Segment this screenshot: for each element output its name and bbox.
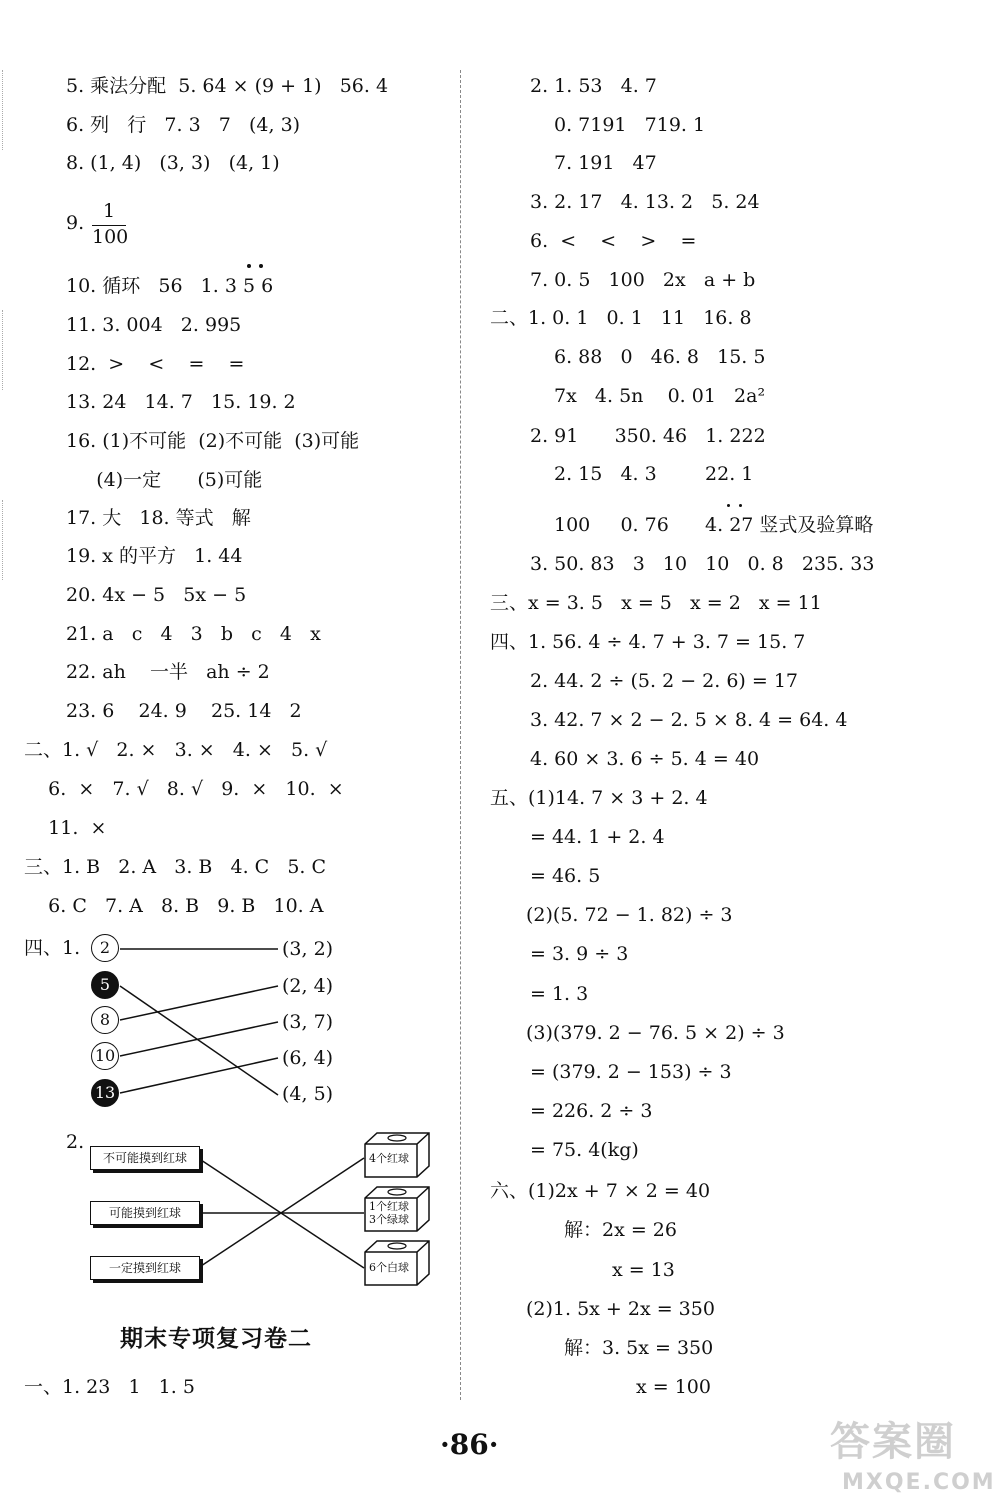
circle-number: 2 [91, 934, 119, 962]
answer-line: = 226. 2 ÷ 3 [530, 1100, 653, 1122]
answer-line: x = 13 [612, 1259, 675, 1281]
coordinate-pair: (6, 4) [282, 1047, 334, 1069]
answer-line: (2)(5. 72 − 1. 82) ÷ 3 [526, 904, 733, 926]
answer-line: 4. 60 × 3. 6 ÷ 5. 4 = 40 [530, 748, 760, 770]
answer-line: 3. 42. 7 × 2 − 2. 5 × 8. 4 = 64. 4 [530, 709, 848, 731]
circle-number: 8 [91, 1006, 119, 1034]
answer-line: 21. a c 4 3 b c 4 x [66, 623, 321, 645]
answer-line: 二、1. 0. 1 0. 1 11 16. 8 [490, 307, 752, 329]
connector-line [120, 1022, 278, 1056]
answer-line: 5. 乘法分配 5. 64 × (9 + 1) 56. 4 [66, 75, 389, 97]
answer-line: 20. 4x − 5 5x − 5 [66, 584, 247, 606]
watermark-url: MXQE.COM [842, 1470, 996, 1495]
answer-line: = 75. 4(kg) [530, 1139, 639, 1161]
connector-line [120, 1058, 278, 1093]
coordinate-pair: (3, 7) [282, 1011, 334, 1033]
box-label: 6个白球 [369, 1261, 409, 1274]
answer-line: 7. 0. 5 100 2x a + b [530, 269, 756, 291]
answer-line: 2. 15 4. 3 22. 1 [554, 463, 754, 485]
answer-line: 0. 7191 719. 1 [554, 114, 706, 136]
ball-box [364, 1240, 430, 1286]
answer-line: 6. C 7. A 8. B 9. B 10. A [24, 895, 324, 917]
label-box: 一定摸到红球 [90, 1256, 200, 1280]
box-label: 1个红球 [369, 1200, 409, 1213]
repeat-dot [727, 504, 730, 507]
answer-line: 2. [66, 1131, 85, 1153]
box-label: 3个绿球 [369, 1213, 409, 1226]
answer-line: 3. 2. 17 4. 13. 2 5. 24 [530, 191, 760, 213]
section-title: 期末专项复习卷二 [120, 1326, 312, 1352]
answer-line: (2)1. 5x + 2x = 350 [526, 1298, 715, 1320]
answer-line: 一、1. 23 1 1. 5 [24, 1376, 195, 1398]
page-number: ·86· [440, 1428, 499, 1461]
circle-number: 5 [91, 971, 119, 999]
answer-line: 6. 88 0 46. 8 15. 5 [554, 346, 766, 368]
answer-line: = 1. 3 [530, 983, 589, 1005]
answer-line: x = 100 [636, 1376, 711, 1398]
answer-line: 6. 列 行 7. 3 7 (4, 3) [66, 114, 301, 136]
answer-line: 三、1. B 2. A 3. B 4. C 5. C [24, 856, 327, 878]
answer-line: 解：3. 5x = 350 [564, 1337, 714, 1359]
answer-line: 19. x 的平方 1. 44 [66, 545, 243, 567]
coordinate-pair: (3, 2) [282, 938, 334, 960]
answer-line: 2. 1. 53 4. 7 [530, 75, 657, 97]
label-box: 不可能摸到红球 [90, 1146, 200, 1170]
q9-label: 9. [66, 212, 85, 234]
answer-line: 17. 大 18. 等式 解 [66, 507, 251, 529]
coordinate-pair: (2, 4) [282, 975, 334, 997]
fraction-denominator: 100 [92, 226, 129, 248]
answer-line: 11. × [24, 817, 107, 839]
watermark-logo: 答案圈 [830, 1419, 956, 1465]
label-box: 可能摸到红球 [90, 1201, 200, 1225]
ball-box [364, 1186, 430, 1232]
answer-line: 四、1. 56. 4 ÷ 4. 7 + 3. 7 = 15. 7 [490, 631, 806, 653]
answer-line: 10. 循环 56 1. 3 5 6 [66, 275, 274, 297]
answer-line: 三、x = 3. 5 x = 5 x = 2 x = 11 [490, 592, 822, 614]
answer-line: 二、1. √ 2. × 3. × 4. × 5. √ [24, 739, 328, 761]
answer-line: (4)一定 (5)可能 [66, 469, 263, 491]
answer-line: 2. 91 350. 46 1. 222 [530, 425, 766, 447]
answer-line: 3. 50. 83 3 10 10 0. 8 235. 33 [530, 553, 875, 575]
answer-line: 100 0. 76 4. 27 竖式及验算略 [554, 514, 874, 536]
answer-line: 6. × 7. √ 8. √ 9. × 10. × [24, 778, 344, 800]
circle-number: 10 [91, 1042, 119, 1070]
answer-line: 23. 6 24. 9 25. 14 2 [66, 700, 302, 722]
answer-line: 7. 191 47 [554, 152, 657, 174]
answer-line: = 3. 9 ÷ 3 [530, 943, 629, 965]
answer-line: 12. > < = = [66, 353, 245, 375]
answer-line: 7x 4. 5n 0. 01 2a² [554, 385, 766, 407]
repeat-dot [739, 504, 742, 507]
ball-box [364, 1132, 430, 1178]
answer-line: 11. 3. 004 2. 995 [66, 314, 242, 336]
answer-line: 13. 24 14. 7 15. 19. 2 [66, 391, 296, 413]
box-label: 4个红球 [369, 1152, 409, 1165]
answer-line: 6. < < > = [530, 230, 697, 252]
answer-line: = 44. 1 + 2. 4 [530, 826, 665, 848]
answer-line: 16. (1)不可能 (2)不可能 (3)可能 [66, 430, 360, 452]
answer-line: 五、(1)14. 7 × 3 + 2. 4 [490, 787, 708, 809]
answer-line: 解：2x = 26 [564, 1219, 677, 1241]
coordinate-pair: (4, 5) [282, 1083, 334, 1105]
answer-line: 22. ah 一半 ah ÷ 2 [66, 661, 270, 683]
answer-line: 六、(1)2x + 7 × 2 = 40 [490, 1180, 711, 1202]
answer-line: = 46. 5 [530, 865, 601, 887]
answer-line: 2. 44. 2 ÷ (5. 2 − 2. 6) = 17 [530, 670, 799, 692]
circle-number: 13 [91, 1079, 119, 1107]
fraction-numerator: 1 [102, 200, 116, 222]
answer-line: 四、1. [24, 937, 81, 959]
answer-line: (3)(379. 2 − 76. 5 × 2) ÷ 3 [526, 1022, 785, 1044]
answer-line: 8. (1, 4) (3, 3) (4, 1) [66, 152, 280, 174]
answer-line: = (379. 2 − 153) ÷ 3 [530, 1061, 732, 1083]
